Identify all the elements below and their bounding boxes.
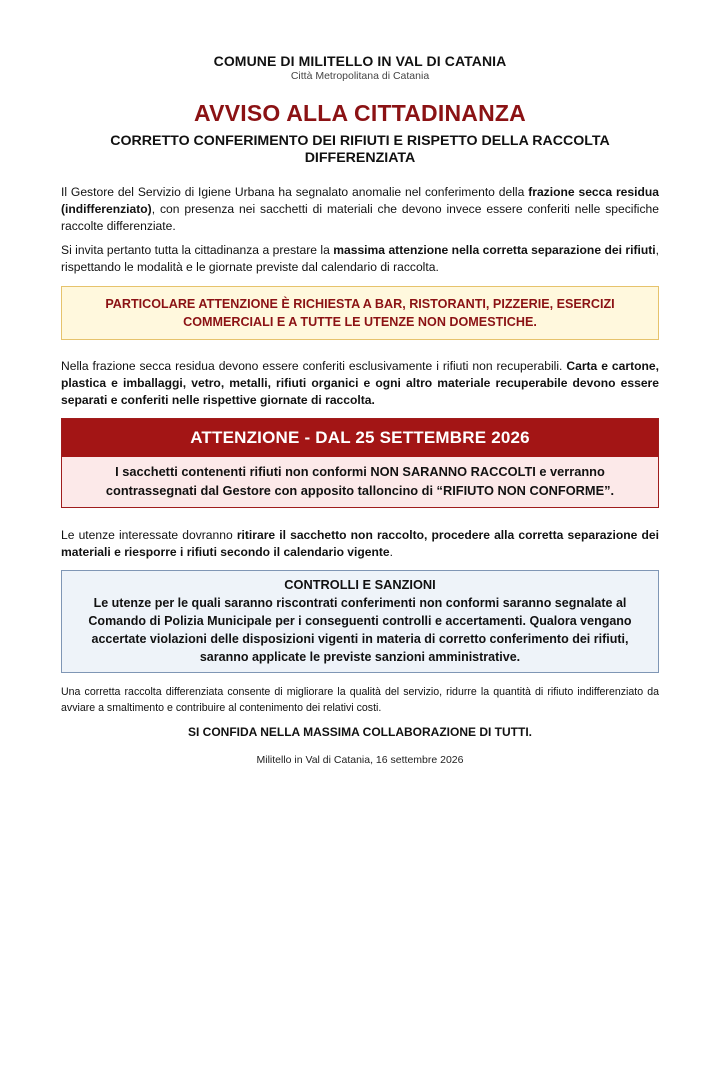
paragraph-benefits: Una corretta raccolta differenziata consente di migliorare la qualità del servizio, ridurre la quantità di rifiuto indifferenziato da avviare a smaltimento e contribuire al contenimento dei relativi costi.	[61, 686, 659, 714]
paragraph-dry-fraction-text-a: Nella frazione secca residua devono essere conferiti esclusivamente i rifiuti non recuperabili.	[61, 359, 567, 373]
paragraph-invitation	[61, 242, 659, 276]
attention-text: I sacchetti contenenti rifiuti non conformi NON SARANNO RACCOLTI e verranno contrassegnati dal Gestore con apposito talloncino di “RIFIUTO NON CONFORME”.	[62, 457, 658, 507]
paragraph-invitation-text-c: , rispettando le modalità e le giornate previste dal calendario di raccolta.	[61, 243, 659, 274]
closing-line: SI CONFIDA NELLA MASSIMA COLLABORAZIONE DI TUTTI.	[188, 725, 532, 739]
highlight-box	[61, 286, 659, 340]
attention-box	[61, 418, 659, 508]
paragraph-anomalies-text-a: Il Gestore del Servizio di Igiene Urbana ha segnalato anomalie nel conferimento della	[61, 185, 529, 199]
paragraph-anomalies-bold: frazione secca residua (indifferenziato)	[61, 185, 659, 216]
paragraph-invitation-text-a: Si invita pertanto tutta la cittadinanza a prestare la	[61, 243, 334, 257]
controls-title: CONTROLLI E SANZIONI	[284, 577, 436, 592]
document-page	[0, 53, 720, 1071]
paragraph-instructions-text-a: Le utenze interessate dovranno	[61, 528, 237, 542]
municipality-subtitle: Città Metropolitana di Catania	[290, 70, 430, 82]
highlight-text: PARTICOLARE ATTENZIONE È RICHIESTA A BAR, RISTORANTI, PIZZERIE, ESERCIZI COMMERCIALI E A TUTTE LE UTENZE NON DOMESTICHE.	[105, 297, 615, 329]
paragraph-dry-fraction	[61, 358, 659, 409]
dateline: Militello in Val di Catania, 16 settembre 2026	[256, 754, 464, 766]
controls-text: Le utenze per le quali saranno riscontrati conferimenti non conformi saranno segnalate al Comando di Polizia Municipale per i conseguenti controlli e accertamenti. Qualora vengano accertate violazioni delle disposizioni vigenti in materia di corretto conferimento dei rifiuti, saranno applicate le previste sanzioni amministrative.	[88, 596, 632, 664]
paragraph-invitation-bold: massima attenzione nella corretta separazione dei rifiuti	[333, 243, 656, 257]
municipality-name: COMUNE DI MILITELLO IN VAL DI CATANIA	[213, 53, 507, 69]
attention-heading: ATTENZIONE - DAL 25 SETTEMBRE 2026	[62, 419, 658, 457]
notice-title: AVVISO ALLA CITTADINANZA	[194, 100, 526, 126]
paragraph-anomalies-text-c: , con presenza nei sacchetti di materiali che devono invece essere conferiti nelle specifiche raccolte differenziate.	[61, 202, 659, 233]
notice-subtitle: CORRETTO CONFERIMENTO DEI RIFIUTI E RISPETTO DELLA RACCOLTA DIFFERENZIATA	[110, 133, 610, 166]
paragraph-instructions-text-c: .	[389, 545, 394, 559]
paragraph-dry-fraction-bold: Carta e cartone, plastica e imballaggi, vetro, metalli, rifiuti organici e ogni altro materiale recuperabile devono essere separati e conferiti nelle rispettive giornate di raccolta.	[61, 359, 659, 407]
paragraph-instructions-bold: ritirare il sacchetto non raccolto, procedere alla corretta separazione dei materiali e riesporre i rifiuti secondo il calendario vigente	[61, 528, 660, 559]
controls-box	[61, 570, 659, 673]
paragraph-instructions	[61, 527, 659, 561]
paragraph-anomalies	[61, 184, 659, 235]
